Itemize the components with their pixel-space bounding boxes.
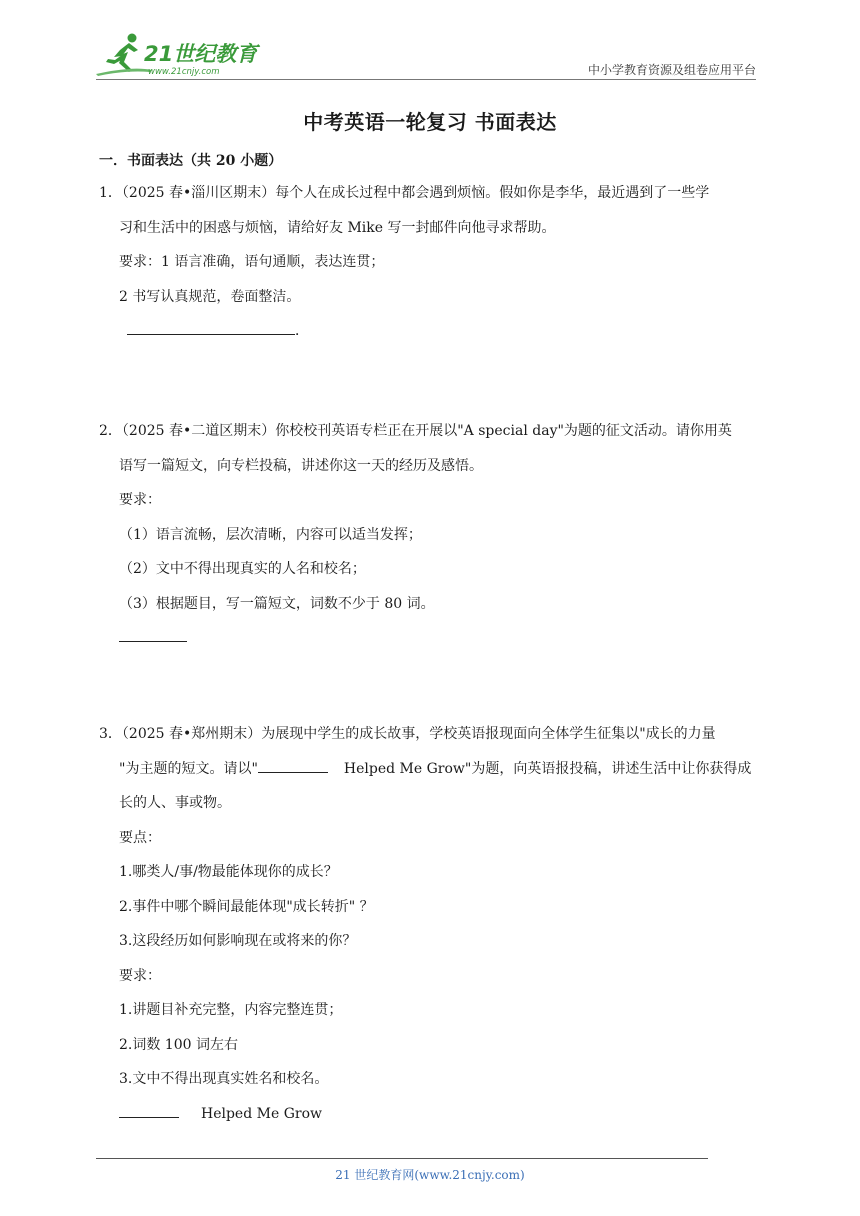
q1-answer-blank bbox=[99, 314, 769, 349]
logo-text: 21世纪教育 bbox=[144, 42, 258, 66]
q3-line: 1.哪类人/事/物最能体现你的成长？ bbox=[119, 864, 338, 880]
answer-blank bbox=[119, 627, 187, 642]
q1-line: 要求：1 语言准确，语句通顺，表达连贯； bbox=[119, 254, 385, 270]
q2-line: （3）根据题目，写一篇短文，词数不少于 80 词。 bbox=[119, 595, 435, 612]
q3-line: 2.词数 100 词左右 bbox=[119, 1036, 238, 1053]
q3-text: "为主题的短文。请以" bbox=[119, 760, 258, 777]
q1-line: 2 书写认真规范，卷面整洁。 bbox=[119, 288, 301, 305]
question-1 bbox=[99, 176, 769, 349]
q1-line: 习和生活中的困惑与烦恼，请给好友 Mike 写一封邮件向他寻求帮助。 bbox=[119, 219, 556, 236]
logo bbox=[92, 30, 262, 80]
footer-text: 21 世纪教育网(www.21cnjy.com) bbox=[335, 1168, 525, 1182]
header-divider bbox=[96, 79, 756, 80]
header-platform-text: 中小学教育资源及组卷应用平台 bbox=[587, 63, 756, 77]
q3-line: 要求： bbox=[119, 967, 161, 984]
q3-line: 长的人、事或物。 bbox=[119, 795, 231, 811]
q3-line bbox=[99, 752, 769, 787]
q2-line: 2．（2025 春•二道区期末）你校校刊英语专栏正在开展以"A special day"为题的征文活动。请你用英 bbox=[99, 423, 732, 439]
logo-url: www.21cnjy.com bbox=[148, 67, 220, 77]
q3-line: 1.讲题目补充完整，内容完整连贯； bbox=[119, 1002, 343, 1018]
q2-answer-blank bbox=[99, 621, 769, 656]
footer-divider bbox=[96, 1158, 708, 1159]
answer-blank bbox=[127, 320, 295, 335]
q2-line: （2）文中不得出现真实的人名和校名； bbox=[119, 561, 366, 577]
question-3 bbox=[99, 717, 769, 1131]
q3-line: 3.这段经历如何影响现在或将来的你？ bbox=[119, 933, 357, 949]
q3-line: 2.事件中哪个瞬间最能体现"成长转折" ？ bbox=[119, 898, 374, 915]
q1-line: 1．（2025 春•淄川区期末）每个人在成长过程中都会遇到烦恼。假如你是李华，最近遇到了一些学 bbox=[99, 185, 710, 201]
q2-line: 要求： bbox=[119, 492, 161, 508]
answer-blank bbox=[119, 1103, 179, 1118]
q3-line: 3.文中不得出现真实姓名和校名。 bbox=[119, 1071, 329, 1087]
question-2 bbox=[99, 414, 769, 656]
answer-blank bbox=[258, 758, 328, 773]
page-title: 中考英语一轮复习 书面表达 bbox=[303, 110, 557, 134]
q3-text: Helped Me Grow"为题，向英语报投稿，讲述生活中让你获得成 bbox=[343, 760, 752, 777]
q3-title-line bbox=[99, 1097, 769, 1132]
section-heading: 一．书面表达（共 20 小题） bbox=[99, 153, 283, 169]
q3-essay-title: Helped Me Grow bbox=[201, 1105, 322, 1122]
q2-line: （1）语言流畅，层次清晰，内容可以适当发挥； bbox=[119, 526, 422, 543]
blank-tail: ． bbox=[295, 323, 309, 339]
page-header bbox=[0, 0, 860, 84]
q3-line: 3．（2025 春•郑州期末）为展现中学生的成长故事，学校英语报现面向全体学生征集以"成长的力量 bbox=[99, 726, 716, 742]
q2-line: 语写一篇短文，向专栏投稿，讲述你这一天的经历及感悟。 bbox=[119, 457, 483, 474]
q3-line: 要点： bbox=[119, 829, 161, 846]
